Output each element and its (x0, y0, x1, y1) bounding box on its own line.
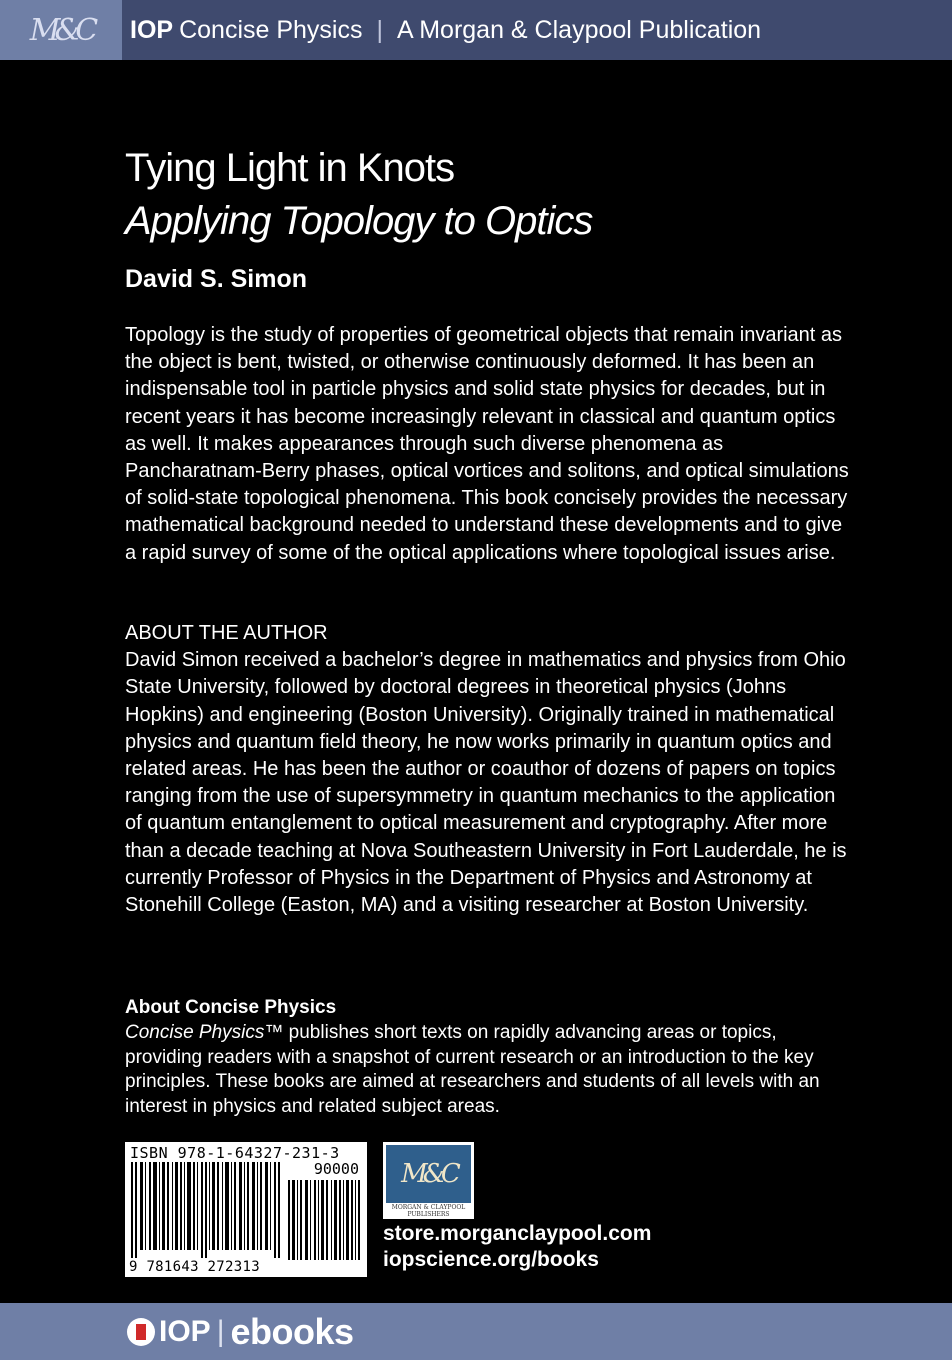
store-links (383, 1221, 651, 1273)
publisher-logo (383, 1142, 474, 1219)
isbn-barcode (125, 1142, 367, 1277)
book-abstract: Topology is the study of properties of geometrical objects that remain invariant as the object is bent, twisted, or otherwise continuously deformed. It has been an indispensable tool in particle physics and solid state physics for decades, but in recent years it has become increasingly relevant in classical and quantum optics as well. It makes appearances through such diverse phenomena as Pancharatnam-Berry phases, optical vortices and solitons, and optical simulations of solid-state topological phenomena. This book concisely provides the necessary mathematical background needed to understand these developments and to give a rapid survey of some of the optical applications where topological issues arise. (125, 324, 849, 564)
author-name: David S. Simon (125, 265, 307, 293)
publisher-logo-emblem (386, 1145, 471, 1203)
header-separator: | (376, 15, 383, 44)
footer-ebooks: ebooks (230, 1310, 354, 1352)
publisher-logo-mark: M&C (401, 1159, 456, 1189)
iop-badge-icon (127, 1318, 155, 1346)
book-subtitle: Applying Topology to Optics (125, 199, 593, 243)
publisher-name-line2: PUBLISHERS (407, 1211, 450, 1218)
concise-physics-text (125, 1021, 845, 1119)
concise-physics-description: publishes short texts on rapidly advancing areas or topics, providing readers with a snapshot of current research or an introduction to the key principles. These books are aimed at researchers and students of all levels with an interest in physics and related subject areas. (125, 1022, 820, 1117)
about-author-heading: ABOUT THE AUTHOR (125, 622, 328, 644)
publisher-name-line1: MORGAN & CLAYPOOL (391, 1204, 466, 1211)
store-link[interactable]: store.morganclaypool.com (383, 1222, 652, 1245)
about-author-section (125, 620, 850, 919)
series-title (130, 0, 761, 60)
barcode-addon-bars (288, 1180, 360, 1260)
footer-bar (0, 1303, 952, 1360)
mc-logo-mark: M&C (29, 12, 93, 48)
publication-note: A Morgan & Claypool Publication (396, 15, 762, 44)
iop-ebooks-brand (127, 1303, 354, 1360)
barcode-bars (131, 1162, 281, 1258)
barcode-digits: 9 781643 272313 (129, 1259, 260, 1275)
concise-physics-heading: About Concise Physics (125, 997, 337, 1018)
price-code: 90000 (313, 1160, 359, 1178)
publisher-logo-name (383, 1204, 474, 1218)
iopscience-link[interactable]: iopscience.org/books (383, 1248, 599, 1271)
isbn-number: ISBN 978-1-64327-231-3 (130, 1144, 340, 1162)
mc-logo (0, 0, 122, 60)
series-brand: IOP (130, 15, 174, 44)
concise-physics-brand: Concise Physics™ (125, 1022, 284, 1043)
about-author-text: David Simon received a bachelor’s degree in mathematics and physics from Ohio State University, followed by doctoral degrees in theoretical physics (Johns Hopkins) and engineering (Boston University). Originally trained in mathematical physics and quantum field theory, he now works primarily in quantum optics and related areas. He has been the author or coauthor of dozens of papers on topics ranging from the use of supersymmetry in quantum mechanics to the application of quantum entanglement to optical measurement and cryptography. After more than a decade teaching at Nova Southeastern University in Fort Lauderdale, he is currently Professor of Physics in the Department of Physics and Astronomy at Stonehill College (Easton, MA) and a visiting researcher at Boston University. (125, 649, 847, 917)
book-title: Tying Light in Knots (125, 146, 455, 190)
footer-iop: IOP (159, 1314, 211, 1348)
header-bar (0, 0, 952, 60)
series-name: Concise Physics (179, 15, 363, 44)
footer-separator: | (216, 1314, 225, 1348)
